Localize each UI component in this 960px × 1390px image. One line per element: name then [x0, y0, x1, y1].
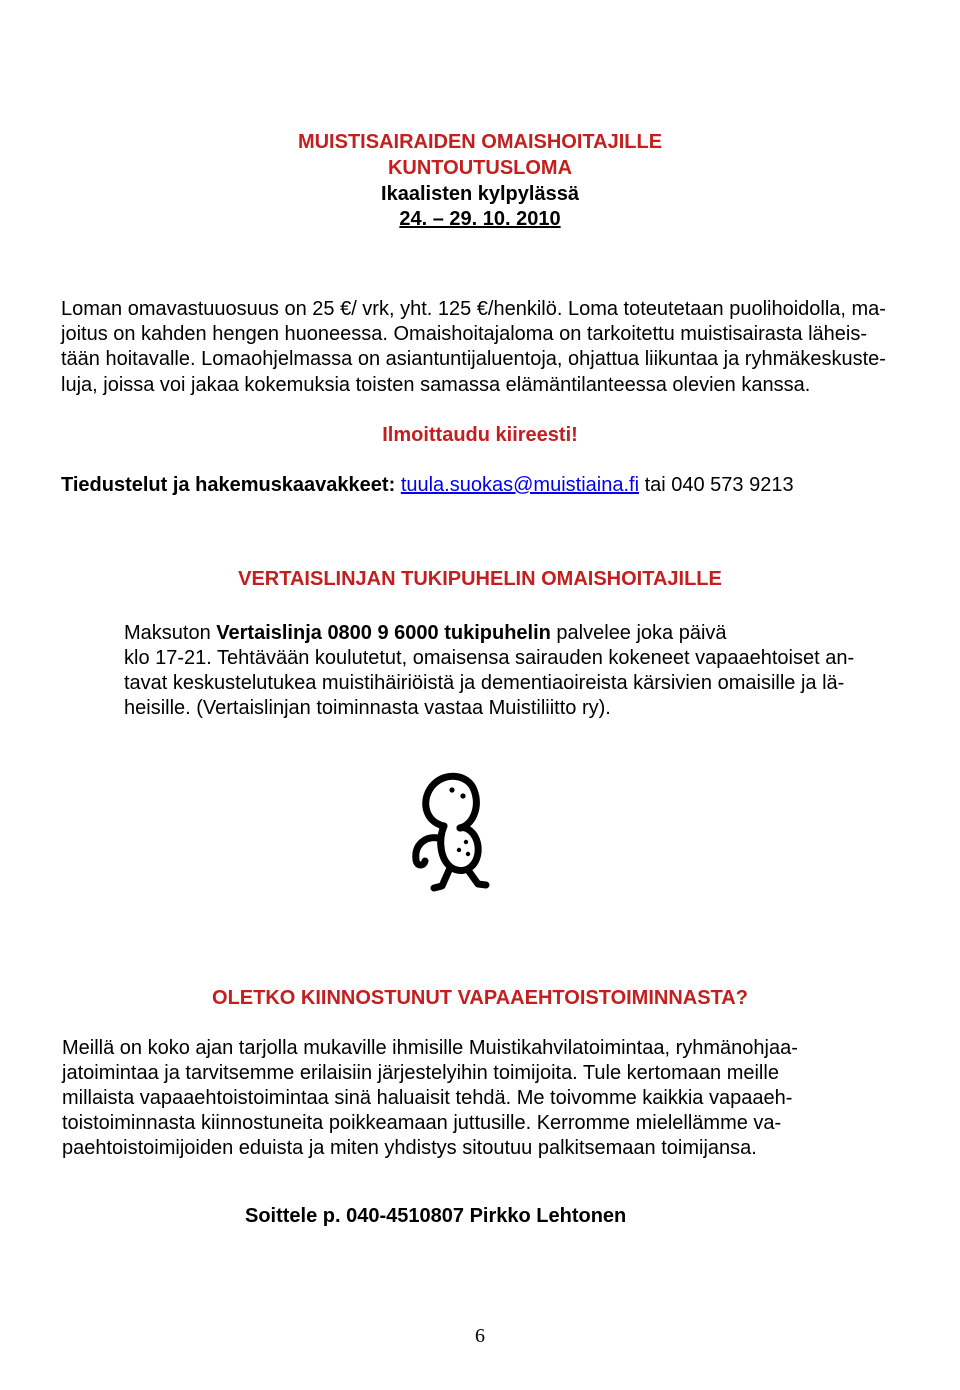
- flyer1-body-line: joitus on kahden hengen huoneessa. Omaishoitajaloma on tarkoitettu muistisairasta läheis-: [61, 323, 868, 345]
- flyer1-title-line2: KUNTOUTUSLOMA: [387, 157, 573, 179]
- flyer1-contact-line: [61, 473, 794, 497]
- flyer3-body-line: jatoimintaa ja tarvitsemme erilaisiin järjestelyihin toimijoita. Tule kertomaan meille: [62, 1062, 779, 1084]
- flyer2-line1: [124, 621, 727, 645]
- mascot-figure-icon: [404, 768, 494, 894]
- flyer3-body-line: paehtoistoimijoiden eduista ja miten yhdistys sitoutuu palkitsemaan toimijansa.: [62, 1137, 757, 1159]
- flyer2-line1-pre: Maksuton: [124, 622, 217, 644]
- flyer3-body-line: Meillä on koko ajan tarjolla mukaville ihmisille Muistikahvilatoimintaa, ryhmänohjaa-: [62, 1037, 798, 1059]
- page-number: 6: [475, 1325, 485, 1347]
- flyer2-body-line: tavat keskustelutukea muistihäiriöistä ja dementiaoireista kärsivien omaisille ja lä-: [124, 672, 845, 694]
- flyer3-body-line: toistoiminnasta kiinnostuneita poikkeamaan juttusille. Kerromme mielellämme va-: [62, 1112, 782, 1134]
- flyer3-call: Soittele p. 040-4510807 Pirkko Lehtonen: [245, 1205, 627, 1227]
- flyer2-title: VERTAISLINJAN TUKIPUHELIN OMAISHOITAJILLE: [238, 568, 722, 590]
- flyer2-line1-post: palvelee joka päivä: [550, 622, 727, 644]
- flyer1-contact-phone: tai 040 573 9213: [639, 474, 794, 496]
- flyer1-body-line: luja, joissa voi jakaa kokemuksia toisten samassa elämäntilanteessa olevien kanssa.: [61, 374, 811, 396]
- flyer1-location: Ikaalisten kylpylässä: [381, 183, 579, 205]
- flyer1-dates-wrap: [0, 207, 960, 231]
- flyer1-dates: 24. – 29. 10. 2010: [399, 208, 561, 230]
- flyer3-title: OLETKO KIINNOSTUNUT VAPAAEHTOISTOIMINNASTA?: [212, 987, 748, 1009]
- flyer3-body-line: millaista vapaaehtoistoimintaa sinä haluaisit tehdä. Me toivomme kaikkia vapaaeh-: [62, 1087, 793, 1109]
- flyer1-contact-email-link[interactable]: tuula.suokas@muistiaina.fi: [400, 474, 640, 496]
- flyer1-body-line: tään hoitavalle. Lomaohjelmassa on asiantuntijaluentoja, ohjattua liikuntaa ja ryhmäkeskuste-: [61, 348, 886, 370]
- flyer1-signup: Ilmoittaudu kiireesti!: [382, 424, 578, 446]
- flyer1-title-line1: MUISTISAIRAIDEN OMAISHOITAJILLE: [297, 131, 663, 153]
- flyer2-body-line: heisille. (Vertaislinjan toiminnasta vastaa Muistiliitto ry).: [124, 697, 611, 719]
- flyer2-body-line: klo 17-21. Tehtävään koulutetut, omaisensa sairauden kokeneet vapaaehtoiset an-: [124, 647, 855, 669]
- flyer1-body-line: Loman omavastuuosuus on 25 €/ vrk, yht. 125 €/henkilö. Loma toteutetaan puolihoidolla, ma-: [61, 298, 886, 320]
- flyer2-phone-line: Vertaislinja 0800 9 6000 tukipuhelin: [216, 622, 551, 644]
- flyer1-contact-label: Tiedustelut ja hakemuskaavakkeet:: [61, 474, 396, 496]
